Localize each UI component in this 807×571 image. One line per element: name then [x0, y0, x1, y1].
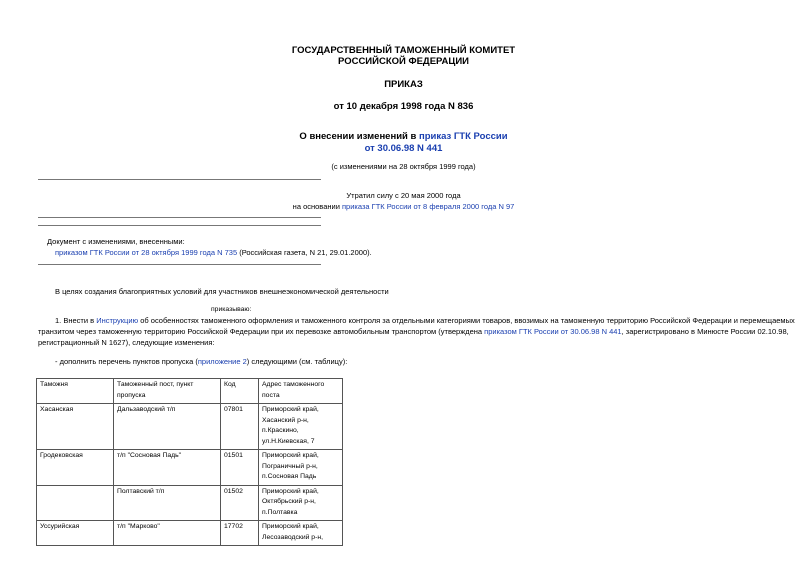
table-header-cell: Таможенный пост, пункт пропуска	[114, 379, 221, 404]
table-cell: Дальзаводский т/п	[114, 404, 221, 450]
table-cell: Приморский край, Хасанский р-н, п.Краскино, ул.Н.Киевская, 7	[259, 404, 343, 450]
table-cell: 01501	[221, 450, 259, 486]
preamble: В целях создания благоприятных условий для участников внешнеэкономической деятельности	[55, 287, 389, 296]
p1-line2	[38, 327, 789, 336]
doc-date: от 10 декабря 1998 года N 836	[333, 101, 474, 112]
table-cell: Приморский край, Лесозаводский р-н,	[259, 521, 343, 546]
doc-title-line2	[0, 143, 807, 154]
table-cell: Приморский край, Октябрьский р-н, п.Полтавка	[259, 485, 343, 521]
status-prefix: на основании	[292, 202, 342, 211]
amended-order-link[interactable]: приказ ГТК России	[419, 131, 508, 142]
divider	[38, 179, 321, 180]
p1-line2-start: транзитом через таможенную территорию Российской Федерации при их перевозке автомобильным транспортом (утверждена	[38, 327, 485, 336]
amended-order-date-link[interactable]: от 30.06.98 N 441	[364, 143, 443, 154]
p1-line1	[55, 316, 795, 325]
table-cell: т/п "Марково"	[114, 521, 221, 546]
org-title-line1: ГОСУДАРСТВЕННЫЙ ТАМОЖЕННЫЙ КОМИТЕТ	[291, 45, 516, 56]
table-cell: Хасанская	[37, 404, 114, 450]
p1-line2-end: , зарегистрировано в Минюсте России 02.10.98,	[621, 327, 789, 336]
p2-end: ) следующими (см. таблицу):	[246, 357, 348, 366]
order-441-link[interactable]: приказом ГТК России от 30.06.98 N 441	[484, 327, 622, 336]
order-word: приказываю:	[211, 306, 252, 313]
status-line1: Утратил силу с 20 мая 2000 года	[346, 191, 461, 200]
table-header-cell: Код	[221, 379, 259, 404]
table-cell	[37, 485, 114, 521]
status-line2	[0, 202, 807, 211]
divider	[38, 264, 321, 265]
doc-type: ПРИКАЗ	[384, 79, 423, 90]
table-cell: Полтавский т/п	[114, 485, 221, 521]
table-row	[37, 521, 343, 546]
table-row	[37, 450, 343, 486]
table-cell: т/п "Сосновая Падь"	[114, 450, 221, 486]
doc-title-line1	[0, 131, 807, 142]
repeal-order-link[interactable]: приказа ГТК России от 8 февраля 2000 года N 97	[341, 202, 515, 211]
instruction-link[interactable]: Инструкцию	[96, 316, 139, 325]
checkpoints-table	[36, 378, 343, 546]
p2-line	[55, 357, 347, 366]
table-header-cell: Адрес таможенного поста	[259, 379, 343, 404]
table-cell: 17702	[221, 521, 259, 546]
table-header-row	[37, 379, 343, 404]
edition-note: (с изменениями на 28 октября 1999 года)	[331, 162, 476, 171]
changes-line	[55, 248, 372, 257]
amending-order-link[interactable]: приказом ГТК России от 28 октября 1999 года N 735	[55, 248, 238, 257]
changes-label: Документ с изменениями, внесенными:	[47, 237, 185, 246]
divider	[38, 225, 321, 226]
p1-line1-start: 1. Внести в	[55, 316, 97, 325]
table-cell: Гродековская	[37, 450, 114, 486]
doc-title-prefix: О внесении изменений в	[299, 131, 420, 142]
p2-start: - дополнить перечень пунктов пропуска (	[55, 357, 198, 366]
changes-source: (Российская газета, N 21, 29.01.2000).	[237, 248, 372, 257]
table-cell: Уссурийская	[37, 521, 114, 546]
divider	[38, 217, 321, 218]
table-cell: 07801	[221, 404, 259, 450]
p1-line3: регистрационный N 1627), следующие изменения:	[38, 338, 215, 347]
table-row	[37, 404, 343, 450]
appendix-2-link[interactable]: приложение 2	[197, 357, 247, 366]
table-header-cell: Таможня	[37, 379, 114, 404]
p1-line1-end: об особенностях таможенного оформления и таможенного контроля за отдельными категориями товаров, ввозимых на таможенную территорию Российской Федерации и перемещаемых	[138, 316, 795, 325]
table-cell: 01502	[221, 485, 259, 521]
org-title-line2: РОССИЙСКОЙ ФЕДЕРАЦИИ	[337, 56, 469, 67]
table-cell: Приморский край, Пограничный р-н, п.Сосновая Падь	[259, 450, 343, 486]
table-row	[37, 485, 343, 521]
